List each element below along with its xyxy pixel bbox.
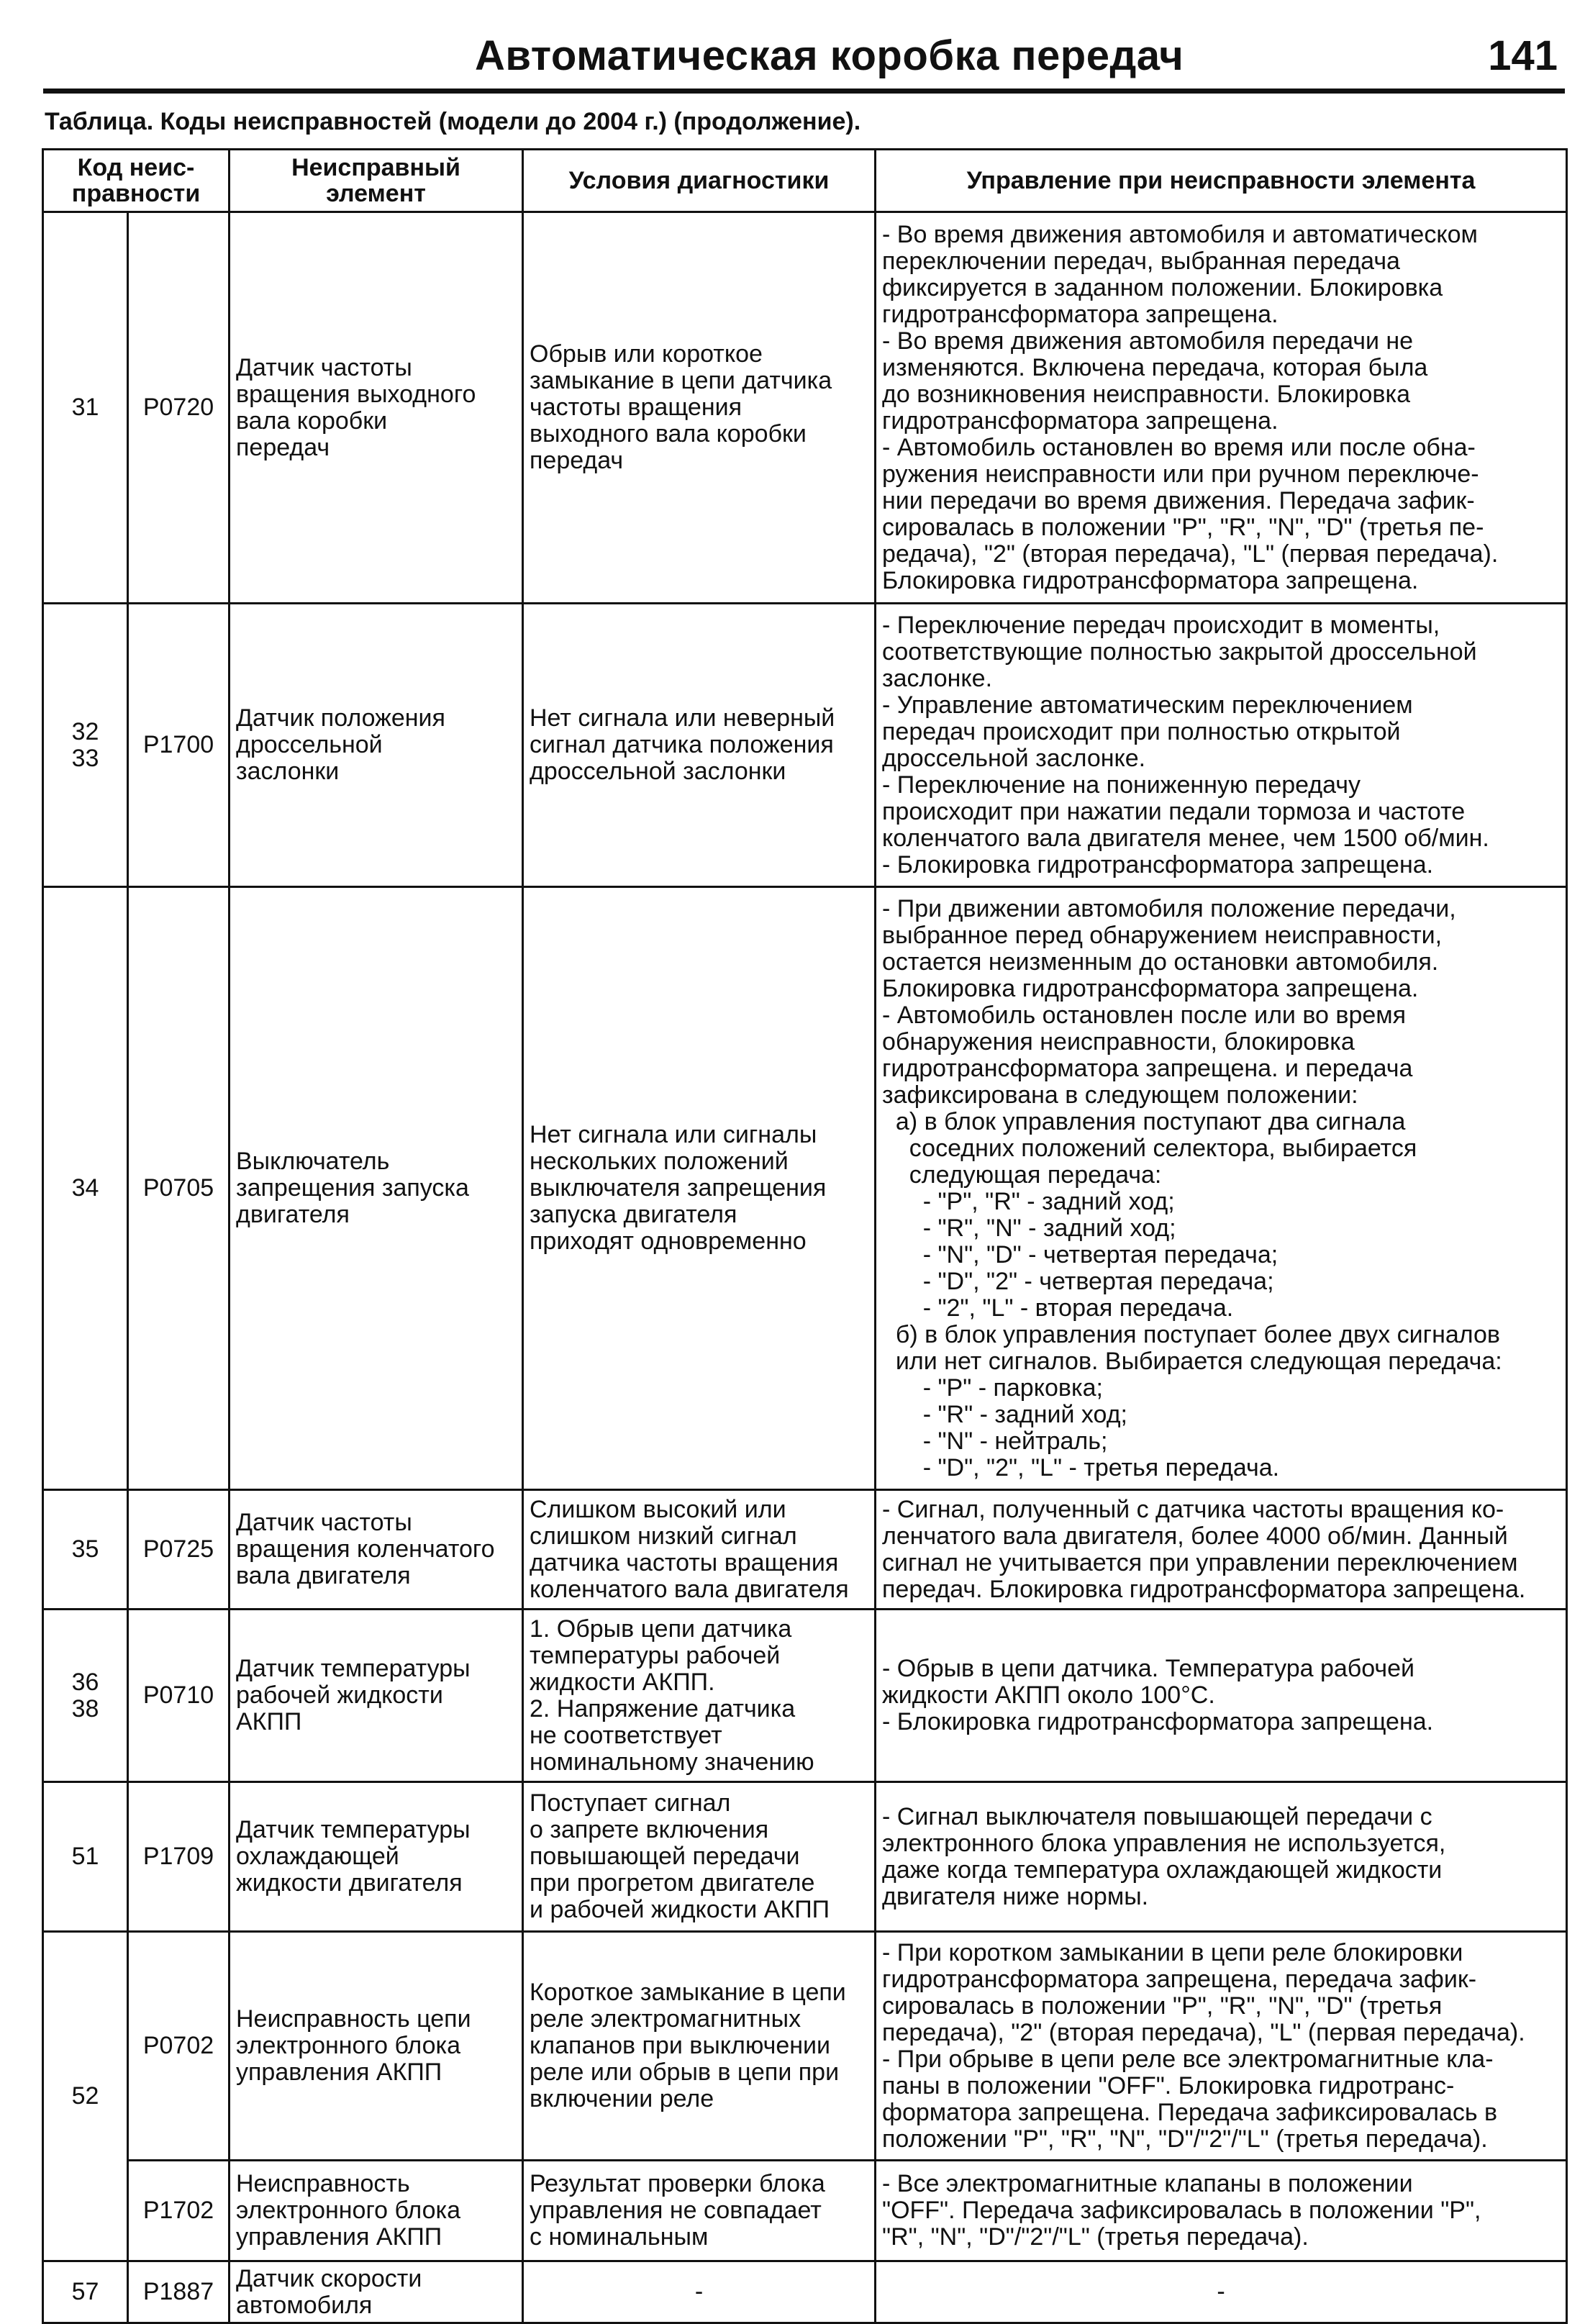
fault-control: - При коротком замыкании в цепи реле блокировки гидротрансформатора запрещена, передача зафик- сировалась в положении "P", "R", "N", "D" (третья передача), "2" (вторая передача), "L" (первая передача). - При обрыве в цепи реле все электромагнитные кла- паны в положении "OFF". Блокировка гидротранс- форматора запрещена. Передача зафиксировалась в положении "P", "R", "N", "D"/"2"/"L" (третья передача). [876, 1932, 1567, 2161]
col-header-control: Управление при неисправности элемента [876, 150, 1567, 212]
diagnostic-conditions: Нет сигнала или неверный сигнал датчика положения дроссельной заслонки [523, 604, 876, 887]
diagnostic-conditions: Слишком высокий или слишком низкий сигнал датчика частоты вращения коленчатого вала двигателя [523, 1490, 876, 1610]
faulty-element: Датчик частоты вращения выходного вала коробки передач [230, 212, 523, 604]
row-number: 36 38 [43, 1610, 128, 1782]
table-row [43, 1782, 1567, 1932]
table-row [43, 1490, 1567, 1610]
fault-code: P1887 [128, 2261, 230, 2323]
page-header [43, 29, 1565, 94]
row-number: 57 [43, 2261, 128, 2323]
fault-control: - [876, 2261, 1567, 2323]
fault-code: P1700 [128, 604, 230, 887]
faulty-element: Датчик температуры охлаждающей жидкости двигателя [230, 1782, 523, 1932]
col-header-conditions: Условия диагностики [523, 150, 876, 212]
table-row [43, 212, 1567, 604]
fault-control: - Сигнал выключателя повышающей передачи с электронного блока управления не используется, даже когда температура охлаждающей жидкости двигателя ниже нормы. [876, 1782, 1567, 1932]
fault-control: - Во время движения автомобиля и автоматическом переключении передач, выбранная передача фиксируется в заданном положении. Блокировка гидротрансформатора запрещена. - Во время движения автомобиля передачи не изменяются. Включена передача, которая была до возникновения неисправности. Блокировка гидротрансформатора запрещена. - Автомобиль остановлен во время или после обна- ружения неисправности или при ручном переключе- нии передачи во время движения. Передача зафик- сировалась в положении "P", "R", "N", "D" (третья пе- редача), "2" (вторая передача), "L" (первая передача). Блокировка гидротрансформатора запрещена. [876, 212, 1567, 604]
row-number: 51 [43, 1782, 128, 1932]
col-header-code: Код неис- правности [43, 150, 230, 212]
fault-code: P0705 [128, 887, 230, 1490]
faulty-element: Выключатель запрещения запуска двигателя [230, 887, 523, 1490]
fault-control: - Переключение передач происходит в моменты, соответствующие полностью закрытой дроссельной заслонке. - Управление автоматическим переключением передач происходит при полностью открытой дроссельной заслонке. - Переключение на пониженную передачу происходит при нажатии педали тормоза и частоте коленчатого вала двигателя менее, чем 1500 об/мин. - Блокировка гидротрансформатора запрещена. [876, 604, 1567, 887]
row-number: 52 [43, 1932, 128, 2261]
fault-control: - Обрыв в цепи датчика. Температура рабочей жидкости АКПП около 100°С. - Блокировка гидротрансформатора запрещена. [876, 1610, 1567, 1782]
diagnostic-conditions: Нет сигнала или сигналы нескольких положений выключателя запрещения запуска двигателя приходят одновременно [523, 887, 876, 1490]
fault-code: P0720 [128, 212, 230, 604]
fault-code: P1702 [128, 2161, 230, 2261]
fault-control: - Сигнал, полученный с датчика частоты вращения ко- ленчатого вала двигателя, более 4000 об/мин. Данный сигнал не учитывается при управлении переключением передач. Блокировка гидротрансформатора запрещена. [876, 1490, 1567, 1610]
faulty-element: Датчик скорости автомобиля [230, 2261, 523, 2323]
fault-control: - При движении автомобиля положение передачи, выбранное перед обнаружением неисправности, остается неизменным до остановки автомобиля. Блокировка гидротрансформатора запрещена. - Автомобиль остановлен после или во время обнаружения неисправности, блокировка гидротрансформатора запрещена. и передача зафиксирована в следующем положении: а) в блок управления поступают два сигнала соседних положений селектора, выбирается следующая передача: - "P", "R" - задний ход; - "R", "N" - задний ход; - "N", "D" - четвертая передача; - "D", "2" - четвертая передача; - "2", "L" - вторая передача. б) в блок управления поступает более двух сигналов или нет сигналов. Выбирается следующая передача: - "P" - парковка; - "R" - задний ход; - "N" - нейтраль; - "D", "2", "L" - третья передача. [876, 887, 1567, 1490]
table-row [43, 1610, 1567, 1782]
fault-code: P0702 [128, 1932, 230, 2161]
faulty-element: Неисправность цепи электронного блока управления АКПП [230, 1932, 523, 2161]
diagnostic-conditions: Короткое замыкание в цепи реле электромагнитных клапанов при выключении реле или обрыв в цепи при включении реле [523, 1932, 876, 2161]
diagnostic-conditions: 1. Обрыв цепи датчика температуры рабочей жидкости АКПП. 2. Напряжение датчика не соответствует номинальному значению [523, 1610, 876, 1782]
row-number: 32 33 [43, 604, 128, 887]
faulty-element: Датчик положения дроссельной заслонки [230, 604, 523, 887]
diagnostic-conditions: Результат проверки блока управления не совпадает с номинальным [523, 2161, 876, 2261]
faulty-element: Датчик частоты вращения коленчатого вала двигателя [230, 1490, 523, 1610]
fault-codes-table [42, 148, 1568, 2324]
table-row [43, 604, 1567, 887]
table-row [43, 2161, 1567, 2261]
row-number: 31 [43, 212, 128, 604]
fault-control: - Все электромагнитные клапаны в положении "OFF". Передача зафиксировалась в положении "P", "R", "N", "D"/"2"/"L" (третья передача). [876, 2161, 1567, 2261]
row-number: 34 [43, 887, 128, 1490]
col-header-element: Неисправный элемент [230, 150, 523, 212]
table-row [43, 1932, 1567, 2161]
page-number: 141 [1488, 32, 1558, 79]
table-row [43, 2261, 1567, 2323]
diagnostic-conditions: - [523, 2261, 876, 2323]
diagnostic-conditions: Поступает сигнал о запрете включения повышающей передачи при прогретом двигателе и рабочей жидкости АКПП [523, 1782, 876, 1932]
row-number: 35 [43, 1490, 128, 1610]
diagnostic-conditions: Обрыв или короткое замыкание в цепи датчика частоты вращения выходного вала коробки передач [523, 212, 876, 604]
table-caption: Таблица. Коды неисправностей (модели до 2004 г.) (продолжение). [45, 108, 861, 135]
faulty-element: Датчик температуры рабочей жидкости АКПП [230, 1610, 523, 1782]
fault-code: P1709 [128, 1782, 230, 1932]
table-row [43, 887, 1567, 1490]
fault-code: P0710 [128, 1610, 230, 1782]
page-title: Автоматическая коробка передач [475, 32, 1184, 79]
fault-code: P0725 [128, 1490, 230, 1610]
table-header-row [43, 150, 1567, 212]
faulty-element: Неисправность электронного блока управления АКПП [230, 2161, 523, 2261]
